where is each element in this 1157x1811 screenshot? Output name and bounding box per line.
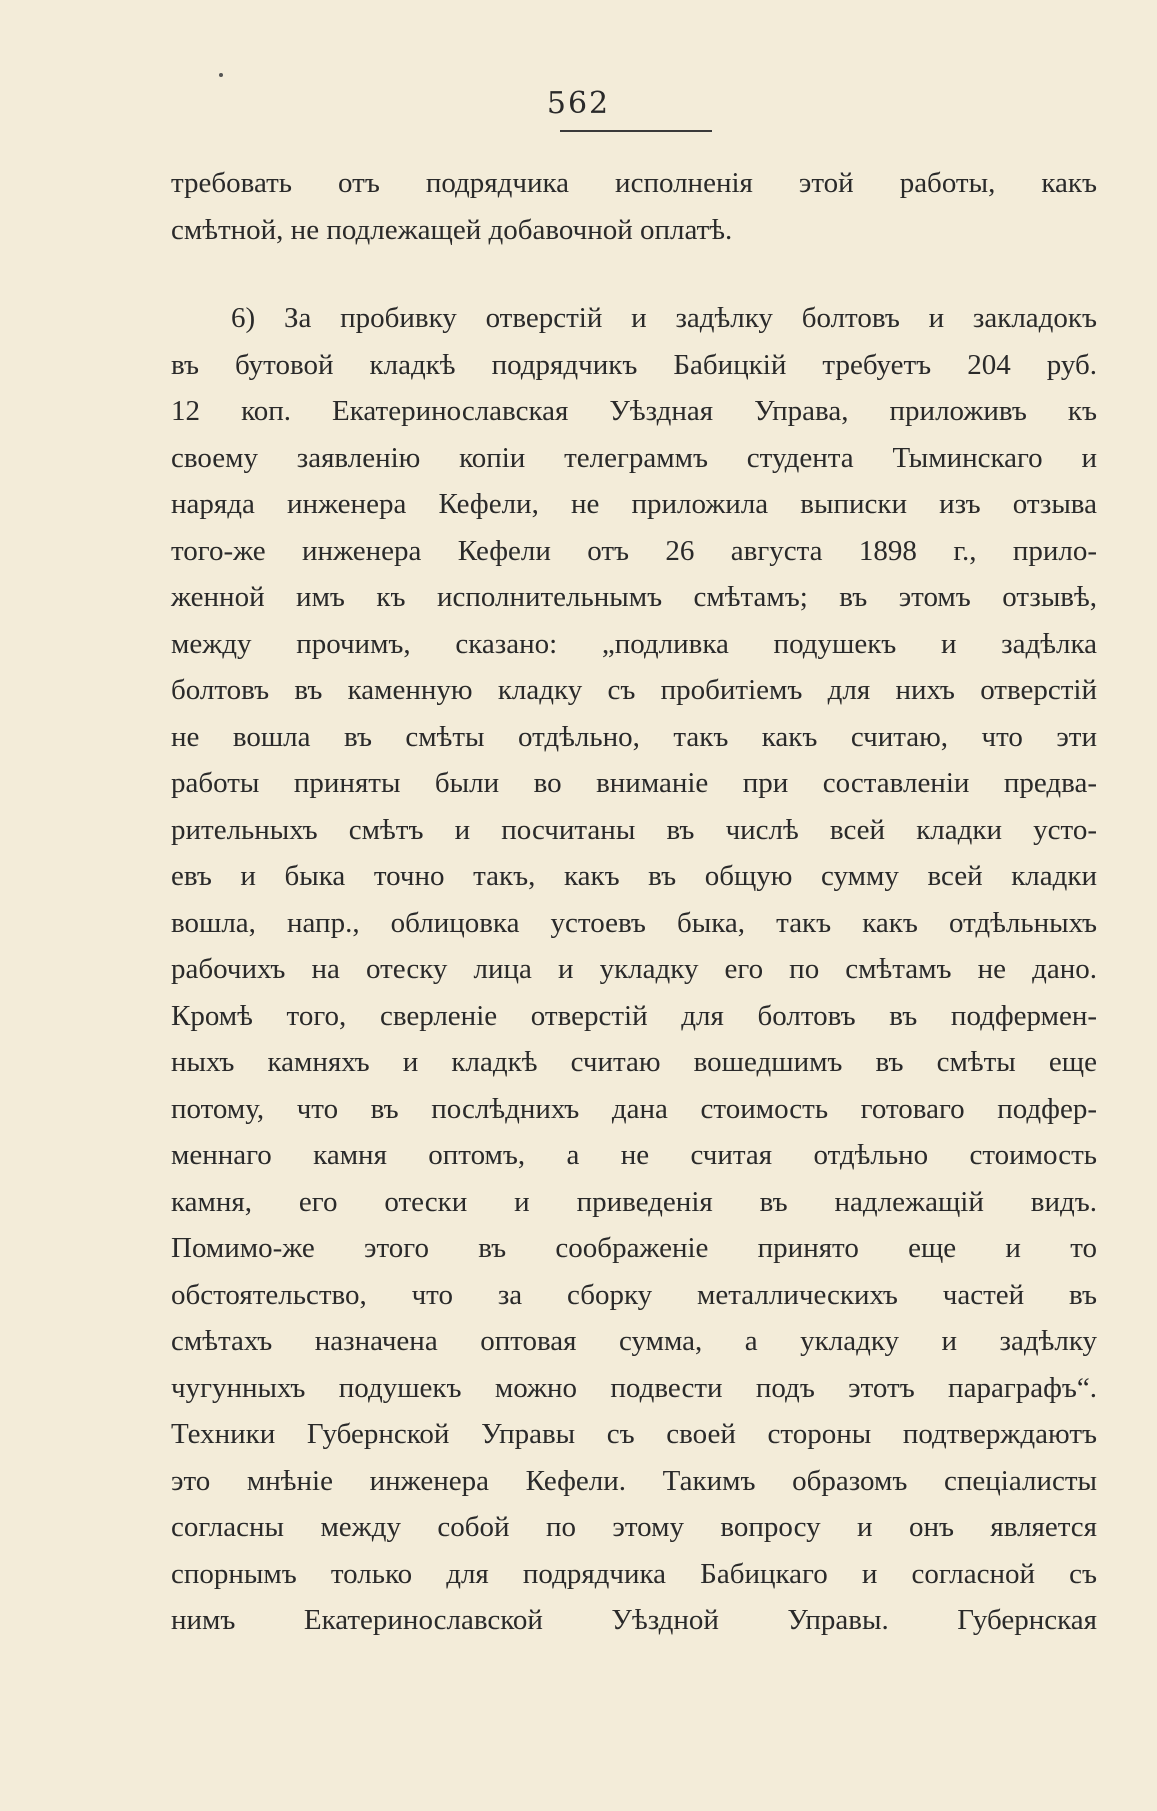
text-line: рительныхъ смѣтъ и посчитаны въ числѣ всей кладки усто- xyxy=(171,813,1097,846)
text-line: между прочимъ, сказано: „подливка подушекъ и задѣлка xyxy=(171,627,1097,660)
text-line: болтовъ въ каменную кладку съ пробитіемъ для нихъ отверстій xyxy=(171,674,1097,706)
text-line: вошла, напр., облицовка устоевъ быка, такъ какъ отдѣльныхъ xyxy=(171,906,1097,939)
text-line: не вошла въ смѣты отдѣльно, такъ какъ считаю, что эти xyxy=(171,720,1097,753)
text-line: это мнѣніе инженера Кефели. Такимъ образомъ спеціалисты xyxy=(171,1464,1097,1497)
text-line: наряда инженера Кефели, не приложила выписки изъ отзыва xyxy=(171,488,1097,520)
text-line: Техники Губернской Управы съ своей стороны подтверждаютъ xyxy=(171,1418,1097,1450)
text-line: ныхъ камняхъ и кладкѣ считаю вошедшимъ въ смѣты еще xyxy=(171,1046,1097,1078)
paragraph-gap xyxy=(171,253,1097,295)
text-line: смѣтной, не подлежащей добавочной оплатѣ. xyxy=(171,213,733,246)
text-line: меннаго камня оптомъ, а не считая отдѣльно стоимость xyxy=(171,1139,1097,1171)
text-line: камня, его отески и приведенія въ надлежащій видъ. xyxy=(171,1185,1097,1218)
text-line: женной имъ къ исполнительнымъ смѣтамъ; въ этомъ отзывѣ, xyxy=(171,581,1097,613)
text-line: 6) За пробивку отверстій и задѣлку болтовъ и закладокъ xyxy=(231,302,1097,334)
text-line: своему заявленію копіи телеграммъ студента Тыминскаго и xyxy=(171,441,1097,474)
text-line: евъ и быка точно такъ, какъ въ общую сумму всей кладки xyxy=(171,860,1097,892)
page-number-rule xyxy=(560,130,712,132)
text-line: въ бутовой кладкѣ подрядчикъ Бабицкій требуетъ 204 руб. xyxy=(171,348,1097,381)
text-line: 12 коп. Екатеринославская Уѣздная Управа, приложивъ къ xyxy=(171,395,1097,427)
text-line: Кромѣ того, сверленіе отверстій для болтовъ въ подфермен- xyxy=(171,999,1097,1032)
page-dot xyxy=(219,73,223,77)
text-line: рабочихъ на отеску лица и укладку его по смѣтамъ не дано. xyxy=(171,953,1097,985)
text-line: нимъ Екатеринославской Уѣздной Управы. Губернская xyxy=(171,1604,1097,1636)
text-line: смѣтахъ назначена оптовая сумма, а укладку и задѣлку xyxy=(171,1325,1097,1357)
text-line: работы приняты были во вниманіе при составленіи предва- xyxy=(171,767,1097,799)
paragraph-6 xyxy=(171,295,1097,1644)
text-line: требовать отъ подрядчика исполненія этой работы, какъ xyxy=(171,167,1097,199)
text-line: того-же инженера Кефели отъ 26 августа 1898 г., прило- xyxy=(171,534,1097,567)
text-line: обстоятельство, что за сборку металлическихъ частей въ xyxy=(171,1278,1097,1311)
text-line: согласны между собой по этому вопросу и онъ является xyxy=(171,1511,1097,1543)
text-line: Помимо-же этого въ соображеніе принято еще и то xyxy=(171,1232,1097,1264)
page-body xyxy=(171,160,1097,1644)
text-line: чугунныхъ подушекъ можно подвести подъ этотъ параграфъ“. xyxy=(171,1371,1097,1404)
text-line: спорнымъ только для подрядчика Бабицкаго и согласной съ xyxy=(171,1557,1097,1590)
paragraph-continuation xyxy=(171,160,1097,253)
page-number: 562 xyxy=(546,86,611,121)
text-line: потому, что въ послѣднихъ дана стоимость готоваго подфер- xyxy=(171,1092,1097,1125)
